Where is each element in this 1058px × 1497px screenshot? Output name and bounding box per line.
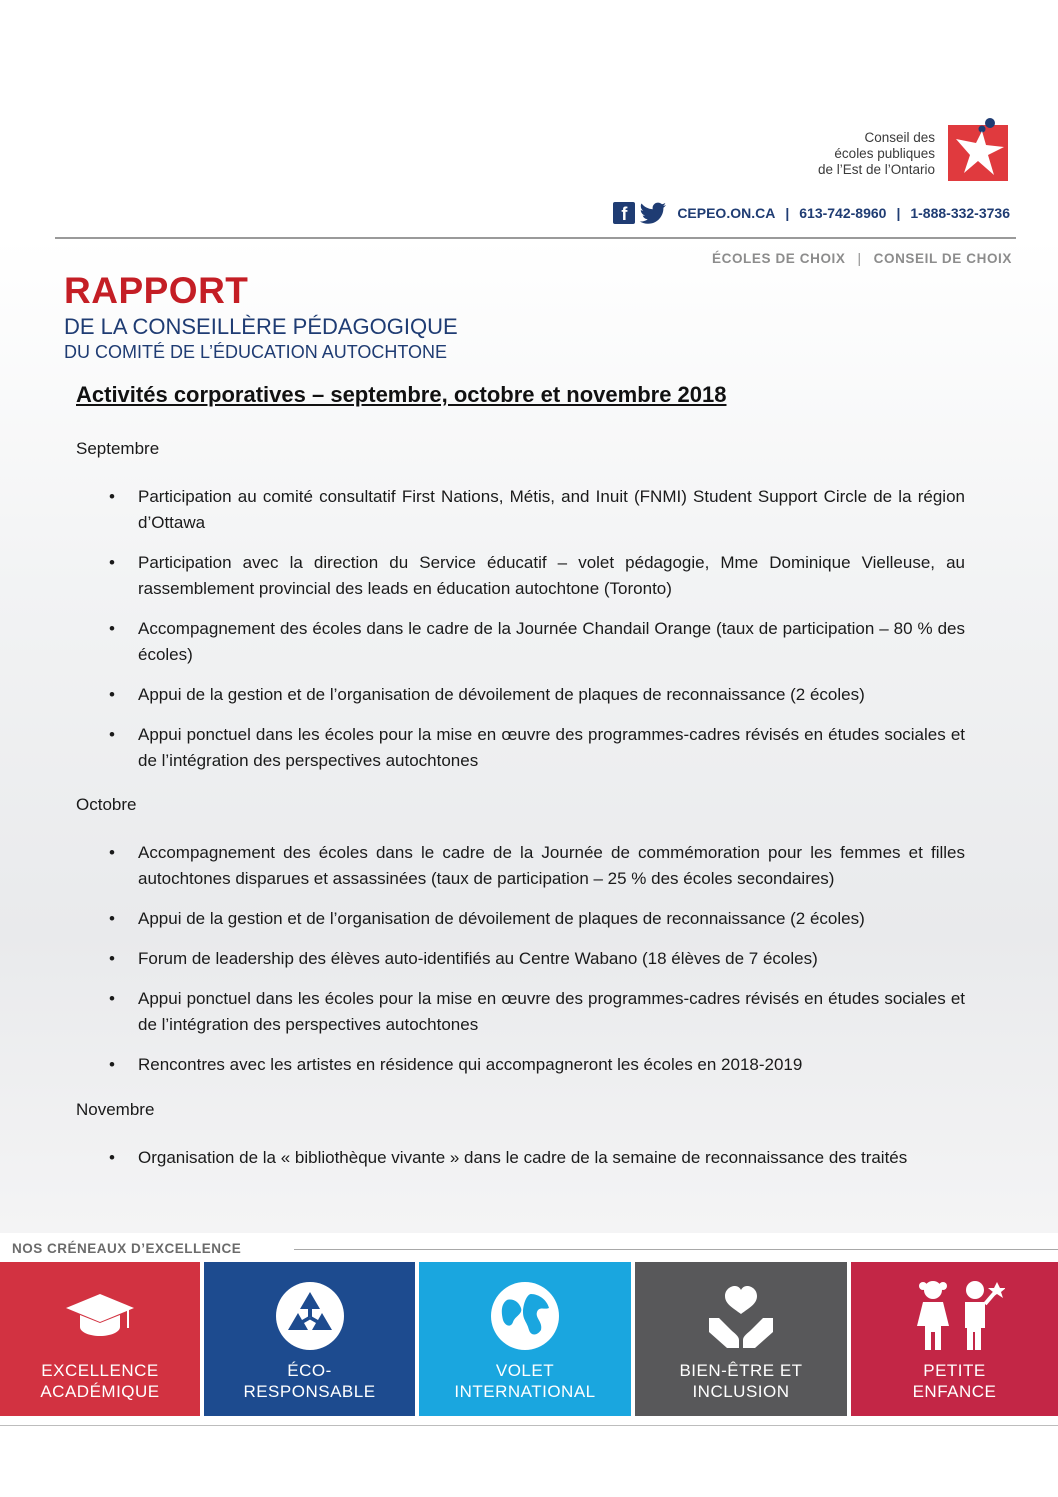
report-subtitle-1: DE LA CONSEILLÈRE PÉDAGOGIQUE bbox=[64, 314, 458, 339]
list-item: • Participation avec la direction du Service éducatif – volet pédagogie, Mme Dominique Vielleuse, au rassemblement provincial des leads en éducation autochtone (Toronto) bbox=[138, 550, 965, 602]
cepeo-logo-icon bbox=[946, 117, 1010, 183]
tile-label-line-1: ÉCO- bbox=[287, 1361, 332, 1380]
org-name-line-2: écoles publiques bbox=[834, 146, 935, 161]
tagline-left: ÉCOLES DE CHOIX bbox=[711, 251, 846, 266]
social-links bbox=[613, 202, 667, 224]
bottom-divider bbox=[0, 1425, 1058, 1426]
recycle-icon bbox=[272, 1278, 348, 1354]
tile-label-line-1: BIEN-ÊTRE ET bbox=[679, 1361, 803, 1380]
month-heading-september: Septembre bbox=[76, 439, 160, 458]
list-october bbox=[138, 840, 965, 1092]
section-heading: Activités corporatives – septembre, octobre et novembre 2018 bbox=[76, 382, 727, 407]
tile-petite-enfance[interactable] bbox=[851, 1262, 1058, 1416]
contact-bar bbox=[548, 201, 1010, 225]
list-item: • Accompagnement des écoles dans le cadre de la Journée de commémoration pour les femmes et filles autochtones disparues et assassinées (taux de participation – 25 % des écoles secondaires) bbox=[138, 840, 965, 892]
tile-label-line-1: EXCELLENCE bbox=[41, 1361, 159, 1380]
list-item: • Appui de la gestion et de l’organisation de dévoilement de plaques de reconnaissance (2 écoles) bbox=[138, 906, 965, 932]
tile-label-line-2: INTERNATIONAL bbox=[454, 1382, 596, 1401]
tile-label-line-2: RESPONSABLE bbox=[243, 1382, 376, 1401]
tile-label bbox=[0, 1360, 200, 1402]
org-name-line-1: Conseil des bbox=[864, 130, 935, 145]
phone-tollfree[interactable]: 1-888-332-3736 bbox=[910, 205, 1010, 221]
list-item: • Forum de leadership des élèves auto-identifiés au Centre Wabano (18 élèves de 7 écoles) bbox=[138, 946, 965, 972]
website-link[interactable]: CEPEO.ON.CA bbox=[677, 205, 776, 221]
tagline bbox=[712, 251, 1012, 266]
list-item: • Participation au comité consultatif First Nations, Métis, and Inuit (FNMI) Student Support Circle de la région d’Ottawa bbox=[138, 484, 965, 536]
list-item: • Appui de la gestion et de l’organisation de dévoilement de plaques de reconnaissance (2 écoles) bbox=[138, 682, 965, 708]
globe-icon bbox=[487, 1278, 563, 1354]
report-subtitle-2: DU COMITÉ DE L’ÉDUCATION AUTOCHTONE bbox=[64, 342, 448, 362]
header-divider bbox=[55, 237, 1016, 239]
month-heading-october: Octobre bbox=[76, 795, 137, 814]
month-heading-november: Novembre bbox=[76, 1100, 155, 1119]
list-item: • Accompagnement des écoles dans le cadre de la Journée Chandail Orange (taux de participation – 80 % des écoles) bbox=[138, 616, 965, 668]
tile-volet-international[interactable] bbox=[419, 1262, 631, 1416]
contact-separator: | bbox=[896, 205, 901, 221]
tile-bien-etre-inclusion[interactable] bbox=[635, 1262, 847, 1416]
tile-label-line-2: INCLUSION bbox=[692, 1382, 790, 1401]
list-item: • Appui ponctuel dans les écoles pour la mise en œuvre des programmes-cadres révisés en études sociales et de l’intégration des perspectives autochtones bbox=[138, 986, 965, 1038]
phone-local[interactable]: 613-742-8960 bbox=[799, 205, 887, 221]
contact-separator: | bbox=[785, 205, 790, 221]
tagline-right: CONSEIL DE CHOIX bbox=[873, 251, 1012, 266]
tile-eco-responsable[interactable] bbox=[204, 1262, 415, 1416]
tile-label bbox=[419, 1360, 631, 1402]
report-title: RAPPORT bbox=[64, 270, 249, 311]
tile-excellence-academique[interactable] bbox=[0, 1262, 200, 1416]
list-november bbox=[138, 1145, 965, 1185]
tagline-separator: | bbox=[857, 251, 862, 266]
twitter-icon[interactable] bbox=[639, 202, 667, 224]
tile-label-line-1: VOLET bbox=[495, 1361, 555, 1380]
list-item: • Organisation de la « bibliothèque vivante » dans le cadre de la semaine de reconnaissance des traités bbox=[138, 1145, 965, 1171]
tile-label-line-2: ENFANCE bbox=[912, 1382, 997, 1401]
list-item: • Rencontres avec les artistes en résidence qui accompagneront les écoles en 2018-2019 bbox=[138, 1052, 965, 1078]
org-name-line-3: de l’Est de l’Ontario bbox=[817, 162, 935, 177]
list-september bbox=[138, 484, 965, 788]
footer-divider bbox=[294, 1249, 1058, 1250]
tile-label bbox=[635, 1360, 847, 1402]
tile-label-line-2: ACADÉMIQUE bbox=[40, 1382, 160, 1401]
list-item: • Appui ponctuel dans les écoles pour la mise en œuvre des programmes-cadres révisés en études sociales et de l’intégration des perspectives autochtones bbox=[138, 722, 965, 774]
heart-hands-icon bbox=[703, 1278, 779, 1354]
children-icon bbox=[905, 1278, 1005, 1354]
facebook-icon[interactable]: f bbox=[613, 202, 635, 224]
graduation-cap-icon bbox=[62, 1278, 138, 1354]
excellence-tiles bbox=[0, 1262, 1058, 1416]
tile-label bbox=[851, 1360, 1058, 1402]
org-name bbox=[818, 130, 935, 178]
tile-label-line-1: PETITE bbox=[923, 1361, 986, 1380]
footer-label: NOS CRÉNEAUX D’EXCELLENCE bbox=[12, 1241, 242, 1256]
tile-label bbox=[204, 1360, 415, 1402]
